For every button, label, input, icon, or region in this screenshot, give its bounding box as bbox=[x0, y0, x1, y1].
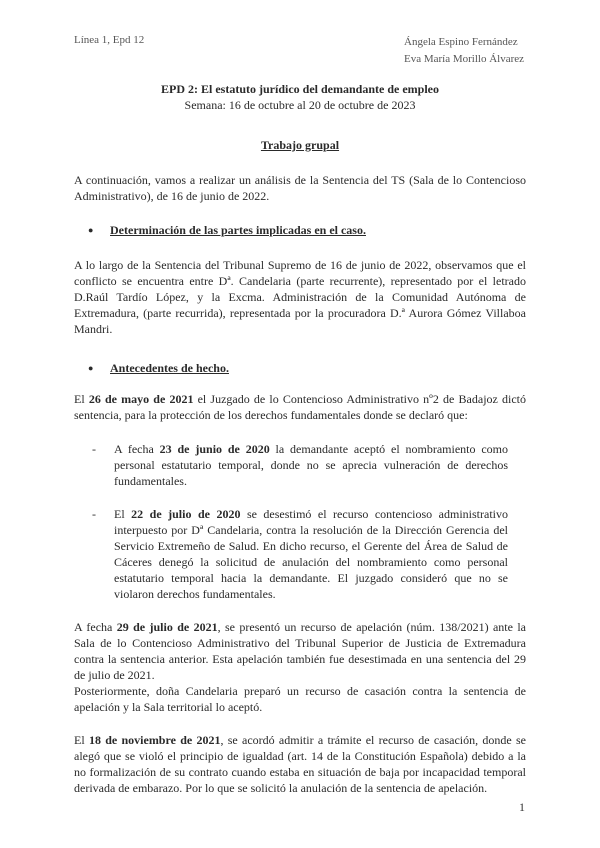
background-paragraph-2 bbox=[74, 619, 526, 683]
section-parties-heading bbox=[88, 222, 526, 238]
header-authors bbox=[404, 34, 524, 68]
text-run: A fecha bbox=[74, 620, 117, 634]
list-item bbox=[92, 441, 526, 489]
text-run: A fecha bbox=[114, 442, 160, 456]
section-heading-text: Determinación de las partes implicadas en el caso. bbox=[110, 223, 366, 237]
text-run: se desestimó el recurso contencioso administrativo interpuesto por Dª Candelaria, contra la resolución de la Dirección Gerencia del Servicio Extremeño de Salud. En dicho recurso, el Gerente del Área de Salud de Cáceres denegó la solicitud de anulación del nombramiento como personal estatutario temporal hacia la demandante. El juzgado consideró que no se violaron derechos fundamentales. bbox=[114, 507, 508, 601]
bullet-icon: ● bbox=[88, 363, 94, 373]
date-bold: 18 de noviembre de 2021 bbox=[88, 733, 221, 747]
date-bold: 29 de julio de 2021 bbox=[116, 620, 218, 634]
text-run: El bbox=[74, 392, 89, 406]
dash-marker: - bbox=[92, 507, 96, 521]
date-bold: 26 de mayo de 2021 bbox=[88, 392, 194, 406]
date-bold: 23 de junio de 2020 bbox=[159, 442, 270, 456]
list-item bbox=[92, 506, 526, 602]
text-run: , se acordó admitir a trámite el recurso de casación, donde se alegó que se violó el principio de igualdad (art. 14 de la Constitución Española) debido a la no formalización de su contrato cuando estaba en situación de baja por incapacidad temporal derivada de embarazo. Por lo que se solicitó la anulación de la sentencia de apelación. bbox=[74, 733, 526, 795]
background-paragraph-1 bbox=[74, 391, 526, 423]
list-item-text bbox=[114, 441, 508, 489]
background-paragraph-3: Posteriormente, doña Candelaria preparó un recurso de casación contra la sentencia de apelación y la Sala territorial lo aceptó. bbox=[74, 684, 526, 714]
header-author-2: Eva María Morillo Álvarez bbox=[404, 53, 525, 65]
parties-paragraph: A lo largo de la Sentencia del Tribunal Supremo de 16 de junio de 2022, observamos que el conflicto se encuentra entre Dª. Candelaria (parte recurrente), representado por el letrado D.Raúl Tardío López, y la Excma. Administración de la Comunidad Autónoma de Extremadura, (parte recurrida), representada por la procuradora D.ª Aurora Gómez Villaboa Mandri. bbox=[74, 258, 526, 336]
document-body bbox=[74, 81, 526, 796]
page-number: 1 bbox=[519, 800, 525, 814]
group-work-title: Trabajo grupal bbox=[260, 138, 340, 152]
list-item-text bbox=[114, 506, 508, 602]
text-run: el Juzgado de lo Contencioso Administrativo nº2 de Badajoz dictó sentencia, para la protección de los derechos fundamentales donde se declaró que: bbox=[74, 392, 526, 422]
text-run: El bbox=[74, 733, 89, 747]
document-subtitle: Semana: 16 de octubre al 20 de octubre de 2023 bbox=[184, 98, 416, 112]
section-heading-text: Antecedentes de hecho. bbox=[110, 361, 229, 375]
dash-marker: - bbox=[92, 442, 96, 456]
text-run: El bbox=[114, 507, 132, 521]
header-author-1: Ángela Espino Fernández bbox=[404, 36, 518, 48]
date-bold: 22 de julio de 2020 bbox=[131, 507, 241, 521]
document-title: EPD 2: El estatuto jurídico del demandante de empleo bbox=[161, 82, 439, 96]
text-run: la demandante aceptó el nombramiento como personal estatutario temporal, donde no se aprecia vulneración de derechos fundamentales. bbox=[114, 442, 509, 488]
intro-paragraph: A continuación, vamos a realizar un análisis de la Sentencia del TS (Sala de lo Contencioso Administrativo), de 16 de junio de 2022. bbox=[74, 173, 526, 203]
background-paragraph-4 bbox=[74, 732, 526, 796]
bullet-icon: ● bbox=[88, 225, 94, 235]
section-background-heading bbox=[88, 360, 526, 376]
header-course: Línea 1, Epd 12 bbox=[74, 34, 145, 46]
text-run: , se presentó un recurso de apelación (núm. 138/2021) ante la Sala de lo Contencioso Administrativo del Tribunal Superior de Justicia de Extremadura contra la sentencia anterior. Esta apelación también fue desestimada en una sentencia del 29 de julio de 2021. bbox=[74, 620, 527, 682]
